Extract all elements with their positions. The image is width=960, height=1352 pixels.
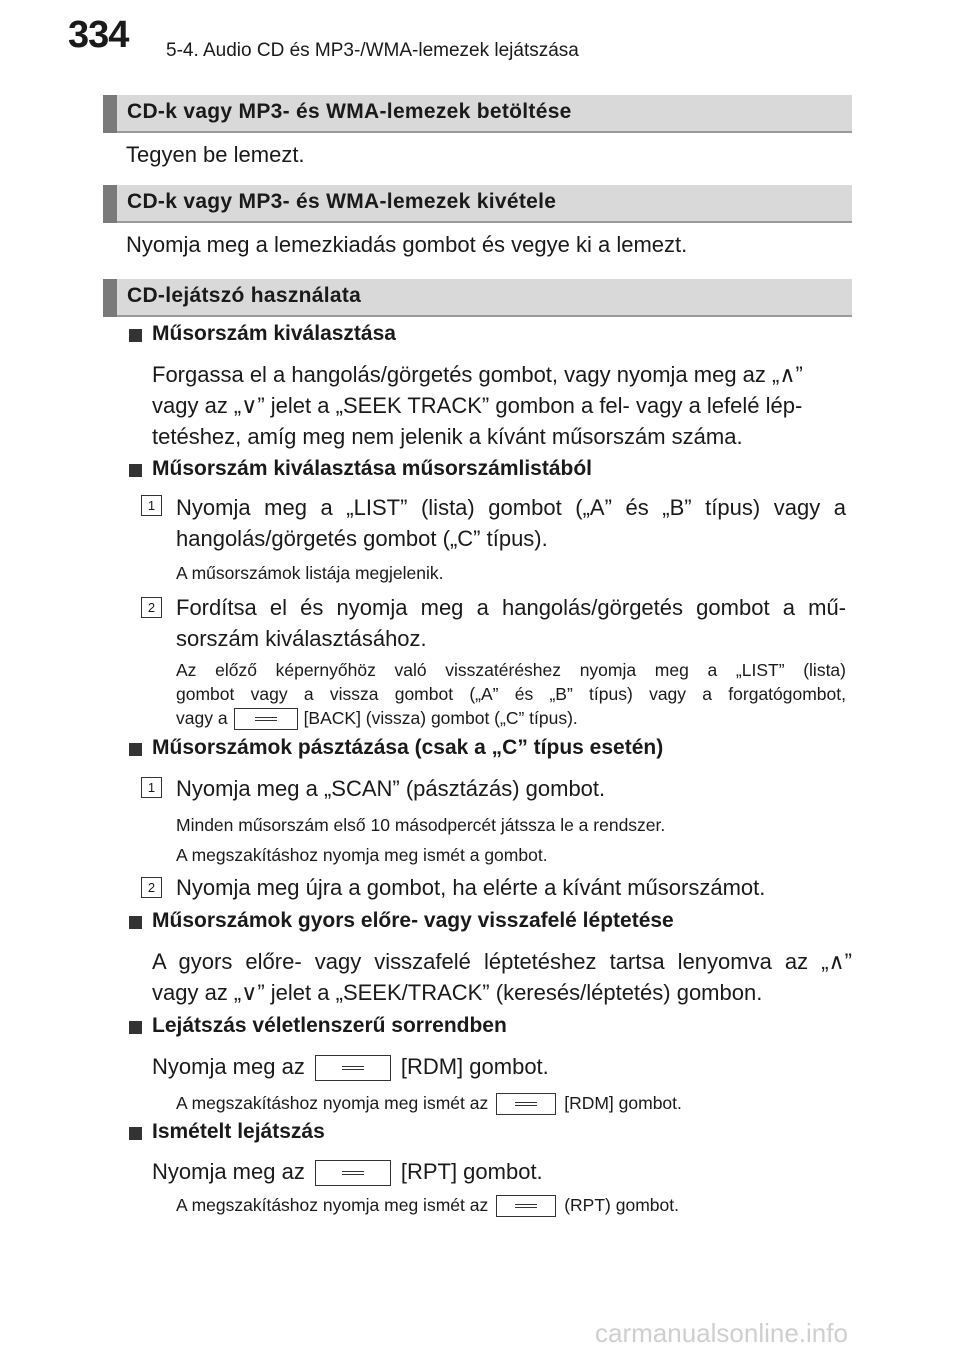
- random-text: Nyomja meg az: [152, 1054, 305, 1079]
- rdm-button-icon: [496, 1093, 556, 1115]
- step-number-2: 2: [141, 877, 162, 898]
- square-bullet-icon: [129, 916, 142, 929]
- subheading-fast: Műsorszámok gyors előre- vagy visszafelé léptetése: [152, 909, 674, 932]
- note-text: (RPT) gombot.: [564, 1195, 679, 1215]
- watermark: carmanualsonline.info: [595, 1318, 848, 1348]
- step-number-1: 1: [141, 777, 162, 798]
- section-title: CD-k vagy MP3- és WMA-lemezek betöltése: [127, 100, 572, 123]
- scan-step2-text: Nyomja meg újra a gombot, ha elérte a kívánt műsorszámot.: [176, 875, 766, 900]
- section-header-eject: [103, 185, 852, 223]
- note-text: A megszakításhoz nyomja meg ismét az: [176, 1093, 489, 1113]
- section-bar: [103, 95, 117, 133]
- list-step2-note2: gombot vagy a vissza gombot („A” és „B” típus) vagy a forgatógombot,: [176, 684, 846, 704]
- fast-line1: A gyors előre- vagy visszafelé léptetéshez tartsa lenyomva az „∧”: [152, 949, 852, 974]
- square-bullet-icon: [129, 1127, 142, 1140]
- rpt-button-icon: [496, 1195, 556, 1217]
- step-number-2: 2: [141, 597, 162, 618]
- note-text: [BACK] (vissza) gombot („C” típus).: [303, 708, 578, 728]
- repeat-note: [176, 1194, 679, 1217]
- track-select-line3: tetéshez, amíg meg nem jelenik a kívánt műsorszám száma.: [152, 424, 743, 449]
- list-step2-note1: Az előző képernyőhöz való visszatéréshez nyomja meg a „LIST” (lista): [176, 660, 846, 680]
- list-step1-note: A műsorszámok listája megjelenik.: [176, 563, 444, 583]
- fast-line2: vagy az „∨” jelet a „SEEK/TRACK” (keresés/léptetés) gombon.: [152, 980, 763, 1005]
- scan-step1-text: Nyomja meg a „SCAN” (pásztázás) gombot.: [176, 776, 606, 801]
- back-button-icon: [234, 708, 298, 730]
- subheading-scan: Műsorszámok pásztázása (csak a „C” típus esetén): [152, 736, 664, 759]
- list-step1-line2: hangolás/görgetés gombot („C” típus).: [176, 526, 548, 551]
- track-select-line2: vagy az „∨” jelet a „SEEK TRACK” gombon a fel- vagy a lefelé lép-: [152, 393, 803, 418]
- square-bullet-icon: [129, 1021, 142, 1034]
- load-text: Tegyen be lemezt.: [126, 142, 305, 167]
- list-step1-line1: Nyomja meg a „LIST” (lista) gombot („A” és „B” típus) vagy a: [176, 495, 846, 520]
- subheading-list-select: Műsorszám kiválasztása műsorszámlistából: [152, 457, 593, 480]
- list-step2-note3: [176, 707, 578, 730]
- chapter-title: 5-4. Audio CD és MP3-/WMA-lemezek lejátszása: [166, 40, 579, 61]
- page-number: 334: [68, 14, 129, 56]
- note-text: vagy a: [176, 708, 228, 728]
- rpt-button-icon: [315, 1160, 391, 1186]
- eject-text: Nyomja meg a lemezkiadás gombot és vegye ki a lemezt.: [126, 232, 688, 257]
- section-header-load: [103, 95, 852, 133]
- section-title: CD-lejátszó használata: [127, 284, 362, 307]
- scan-note2: A megszakításhoz nyomja meg ismét a gombot.: [176, 845, 548, 865]
- section-bar: [103, 185, 117, 223]
- track-select-line1: Forgassa el a hangolás/görgetés gombot, vagy nyomja meg az „∧”: [152, 362, 803, 387]
- subheading-track-select: Műsorszám kiválasztása: [152, 322, 396, 345]
- random-note: [176, 1092, 682, 1115]
- repeat-text: Nyomja meg az: [152, 1159, 305, 1184]
- list-step2-line1: Fordítsa el és nyomja meg a hangolás/görgetés gombot a mű-: [176, 595, 846, 620]
- square-bullet-icon: [129, 464, 142, 477]
- section-title: CD-k vagy MP3- és WMA-lemezek kivétele: [127, 190, 557, 213]
- rdm-button-icon: [315, 1055, 391, 1081]
- subheading-repeat: Ismételt lejátszás: [152, 1120, 325, 1143]
- note-text: A megszakításhoz nyomja meg ismét az: [176, 1195, 489, 1215]
- square-bullet-icon: [129, 743, 142, 756]
- note-text: [RDM] gombot.: [564, 1093, 682, 1113]
- repeat-line: [152, 1156, 543, 1188]
- list-step2-line2: sorszám kiválasztásához.: [176, 626, 427, 651]
- subheading-random: Lejátszás véletlenszerű sorrendben: [152, 1014, 507, 1037]
- random-text: [RDM] gombot.: [400, 1054, 549, 1079]
- square-bullet-icon: [129, 329, 142, 342]
- repeat-text: [RPT] gombot.: [400, 1159, 543, 1184]
- step-number-1: 1: [141, 495, 162, 516]
- section-bar: [103, 279, 117, 317]
- scan-note1: Minden műsorszám első 10 másodpercét játssza le a rendszer.: [176, 815, 666, 835]
- random-line: [152, 1051, 549, 1083]
- section-header-use: [103, 279, 852, 317]
